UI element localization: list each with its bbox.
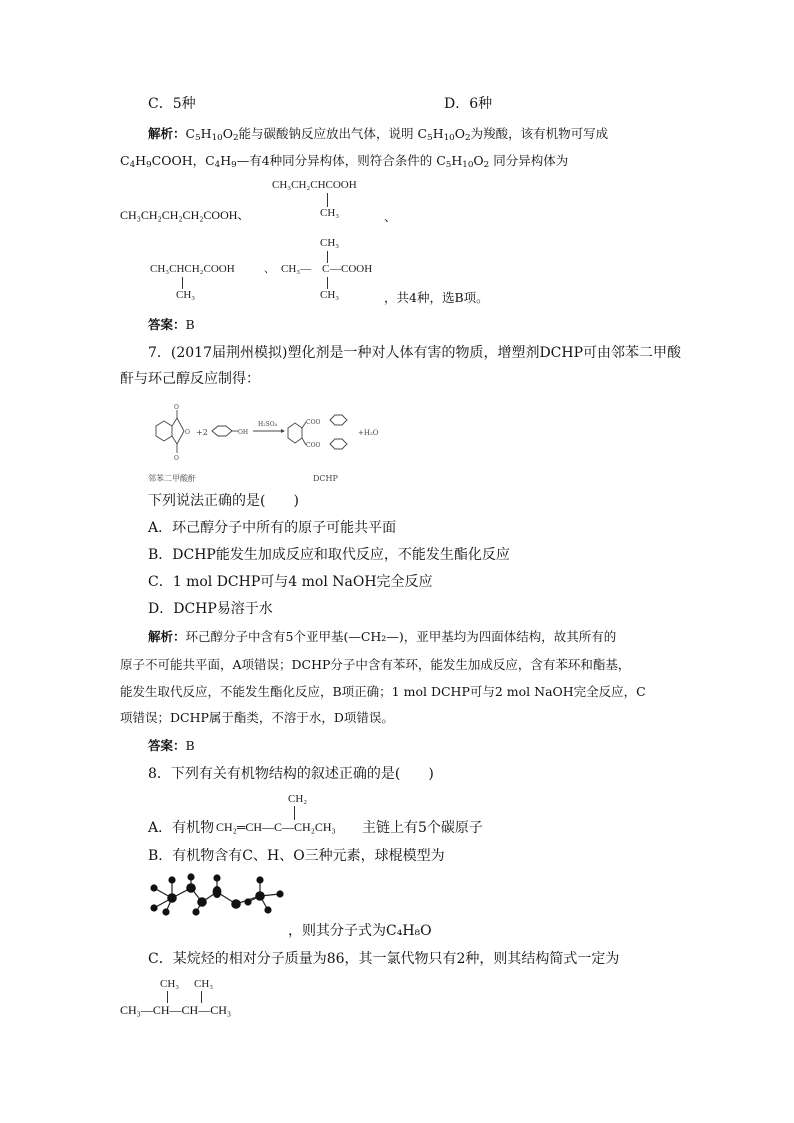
isomer4-bond-top [327, 251, 328, 263]
q8-option-b-suffix: ，则其分子式为C₄H₈O [288, 923, 432, 939]
water-product: +H₂O [358, 429, 379, 437]
dchp-cyclohexyl-bottom [330, 439, 347, 449]
cyclohexanol-ring [212, 426, 232, 436]
isomer4-bond-bottom [327, 277, 328, 289]
q8-option-a-suffix: 主链上有5个碳原子 [362, 820, 483, 836]
q7-stem-line2: 酐与环己醇反应制得： [120, 371, 260, 387]
ester-group-top: COO [306, 419, 321, 426]
hydrogen-atom [276, 890, 283, 897]
q7-analysis-line3: 能发生取代反应，不能发生酯化反应，B项正确；1 mol DCHP可与2 mol NaOH完全反应，C [120, 684, 646, 699]
isomer4-top: CH₃ [320, 237, 340, 249]
analysis-label: 解析： [148, 126, 186, 141]
option-c: C．5种 [148, 96, 196, 112]
q6-analysis-line1: 解析：$C_5H_{10}O_2$能与碳酸钠反应放出气体，说明 $C_5H_{10}O_2$为羧酸，该有机物可写成 [148, 126, 609, 143]
q8-option-b: B．有机物含有C、H、O三种元素，球棍模型为 [148, 848, 445, 864]
q7-analysis-line4: 项错误；DCHP属于酯类，不溶于水，D项错误。 [120, 710, 394, 725]
hydrogen-atom [168, 876, 175, 883]
option-d: D．6种 [444, 96, 493, 112]
dchp-cyclohexyl-top [330, 415, 347, 425]
isomer3-bond [182, 277, 183, 289]
q7-question: 下列说法正确的是( ) [148, 493, 299, 509]
hydrogen-atom [244, 898, 251, 905]
hydrogen-atom [256, 876, 263, 883]
plus-two: +2 [196, 428, 208, 437]
carbon-atom [197, 897, 207, 907]
q7-analysis-line2: 原子不可能共平面，A项错误；DCHP分子中含有苯环，能发生加成反应，含有苯环和酯基， [120, 657, 631, 672]
arrow-head-icon [281, 429, 285, 433]
q8-c-formula: CH₃—CH—CH—CH₃ [120, 1003, 232, 1017]
isomer2-bond [327, 193, 328, 207]
dchp-benzene-ring [288, 423, 302, 443]
q7-option-a: A．环己醇分子中所有的原子可能共平面 [148, 520, 397, 536]
sep-3: 、 [264, 263, 275, 275]
anhydride-ring-o: O [185, 429, 190, 436]
q8-option-a-prefix: A．有机物 [148, 820, 215, 836]
isomer1: CH₃CH₂CH₂CH₂COOH、 [120, 208, 250, 222]
hydrogen-atom [213, 874, 220, 881]
q7-answer: 答案：B [148, 738, 195, 753]
oxygen-atom [213, 886, 222, 898]
catalyst-label: H₂SO₄ [258, 421, 278, 428]
q8-c-branch-1: CH₃ [160, 978, 180, 990]
q8-stem: 8．下列有关有机物结构的叙述正确的是( ) [148, 766, 434, 782]
hydrogen-atom [150, 884, 157, 891]
ester-group-bottom: COO [306, 442, 321, 449]
hydroxyl-label: OH [238, 429, 249, 436]
isomer3-branch: CH₃ [176, 289, 196, 301]
sep-2: 、 [384, 209, 397, 224]
q8-a-formula-top: CH₂ [288, 793, 308, 805]
carbon-atom [167, 893, 177, 903]
anhydride-benzene-ring [156, 421, 172, 441]
q7-option-b: B．DCHP能发生加成反应和取代反应，不能发生酯化反应 [148, 547, 510, 563]
q8-c-branch-2: CH₃ [194, 978, 214, 990]
q8-c-bond-2 [201, 991, 202, 1003]
q6-conclusion: ，共4种，选B项。 [384, 290, 489, 305]
q7-analysis-line1: 解析：环己醇分子中含有5个亚甲基(—CH₂—)，亚甲基均为四面体结构，故其所有的 [148, 629, 617, 644]
q8-option-c: C．某烷烃的相对分子质量为86，其一氯代物只有2种，则其结构简式一定为 [148, 951, 620, 967]
hydrogen-atom [192, 908, 199, 915]
carbon-atom [186, 883, 196, 893]
q7-option-c: C．1 mol DCHP可与4 mol NaOH完全反应 [148, 574, 433, 590]
caption-anhydride: 邻苯二甲酸酐 [148, 474, 196, 483]
isomer2-main: CH₃CH₂CHCOOH [272, 179, 357, 191]
q8-c-bond-1 [167, 991, 168, 1003]
carbon-atom [231, 899, 241, 909]
isomer4-c: C [322, 263, 330, 275]
carbon-atom [255, 891, 265, 901]
isomer2-branch: CH₃ [320, 207, 340, 219]
ball-stick-model [144, 872, 292, 922]
anhydride-top-o: O [174, 404, 179, 411]
hydrogen-atom [150, 904, 157, 911]
hydrogen-atom [187, 873, 194, 880]
isomer3-main: CH₃CHCH₂COOH [150, 263, 235, 275]
anhydride-bottom-o: O [174, 455, 179, 462]
q6-answer: 答案：B [148, 317, 195, 332]
q7-option-d: D．DCHP易溶于水 [148, 601, 273, 617]
q8-a-double-bond [294, 806, 295, 820]
hydrogen-atom [162, 908, 169, 915]
isomer4-right: —COOH [330, 263, 373, 275]
q8-a-formula: CH₂═CH—C—CH₂CH₃ [216, 820, 336, 834]
reaction-figure [148, 398, 388, 488]
hydrogen-atom [264, 906, 271, 913]
q7-stem-line1: 7．(2017届荆州模拟)塑化剂是一种对人体有害的物质，增塑剂DCHP可由邻苯二甲酸 [148, 345, 682, 361]
caption-dchp: DCHP [313, 474, 338, 483]
isomer4-bottom: CH₃ [320, 289, 340, 301]
q6-analysis-line2: $C_4H_9COOH$，$C_4H_9—$有4种同分异构体，则符合条件的 $C_5H_{10}O_2$ 同分异构体为 [120, 153, 569, 170]
isomer4-left: CH₃— [281, 263, 312, 275]
